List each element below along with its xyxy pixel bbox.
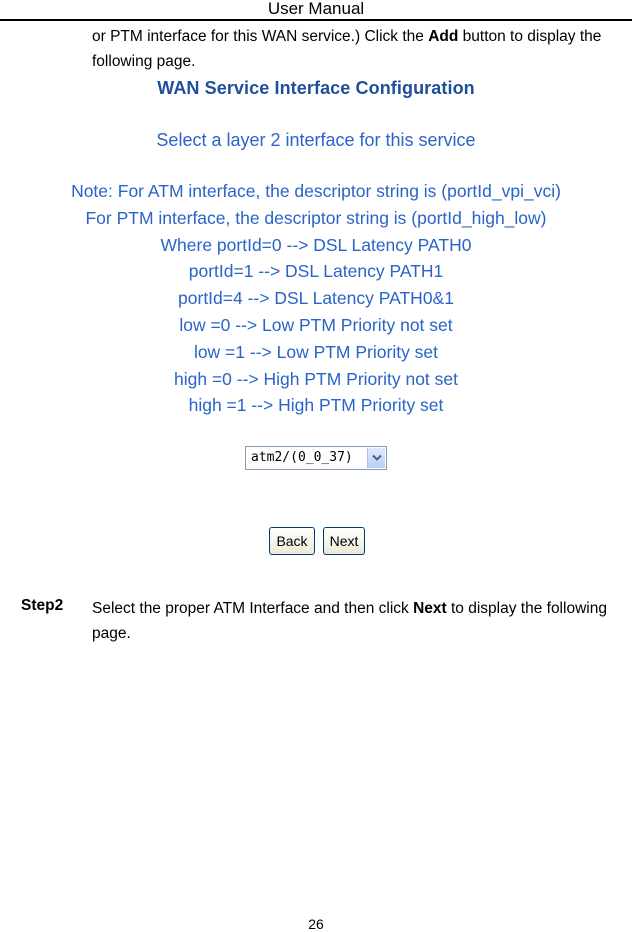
layer2-instruction: Select a layer 2 interface for this service	[156, 130, 476, 150]
note-line: Note: For ATM interface, the descriptor string is (portId_vpi_vci)	[71, 181, 561, 201]
note-line: portId=1 --> DSL Latency PATH1	[188, 261, 444, 282]
note-line: high =1 --> High PTM Priority set	[188, 395, 444, 416]
intro-text-end: button to display the following page.	[92, 28, 602, 70]
note-line: portId=4 --> DSL Latency PATH0&1	[178, 288, 454, 309]
add-keyword: Add	[428, 28, 459, 45]
step2-text: Select the proper ATM Interface and then click	[92, 600, 414, 617]
page-number: 26	[308, 916, 324, 932]
intro-paragraph	[92, 24, 622, 74]
step2-paragraph	[92, 596, 622, 646]
next-button[interactable]: Next	[323, 527, 365, 555]
intro-text: or PTM interface for this WAN service.) Click the	[92, 28, 429, 45]
note-line: Where portId=0 --> DSL Latency PATH0	[160, 234, 472, 255]
header-divider	[0, 19, 632, 21]
chevron-down-icon[interactable]	[367, 448, 385, 468]
wan-config-title: WAN Service Interface Configuration	[157, 78, 475, 98]
step2-text-end: to display the following page.	[92, 600, 607, 642]
note-line: low =0 --> Low PTM Priority not set	[179, 314, 453, 335]
step-label: Step2	[21, 597, 64, 614]
next-keyword: Next	[413, 600, 447, 617]
interface-select[interactable]	[245, 446, 387, 470]
back-button[interactable]: Back	[269, 527, 315, 555]
descriptor-note	[0, 178, 632, 419]
header-title: User Manual	[267, 0, 365, 18]
note-line: For PTM interface, the descriptor string is (portId_high_low)	[85, 207, 547, 228]
note-line: low =1 --> Low PTM Priority set	[193, 341, 439, 362]
note-line: high =0 --> High PTM Priority not set	[174, 368, 458, 389]
interface-select-value: atm2/(0_0_37)	[251, 450, 353, 465]
